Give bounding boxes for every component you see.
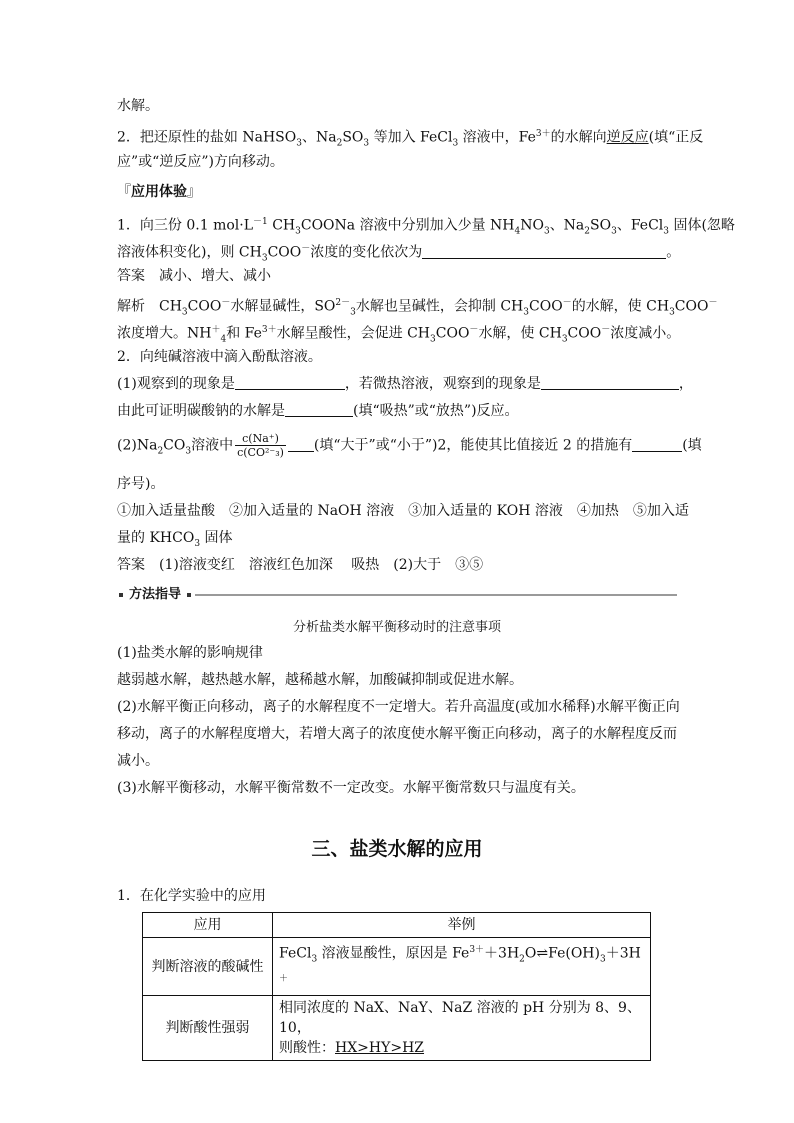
method-line: (3)水解平衡移动，水解平衡常数不一定改变。水解平衡常数只与温度有关。 (117, 780, 585, 796)
table-header-row (143, 913, 651, 938)
application-table (142, 912, 651, 1061)
q1-analysis-line-2: 浓度增大。$NH^+_4$和 $Fe^{3+}$水解呈酸性，会促进 $CH_3COO^-$水解，使 $CH_3COO^-$浓度减小。 (117, 325, 681, 345)
q1-line-2: 溶液体积变化)，则 $CH_3COO^-$浓度的变化依次为 。 (117, 244, 681, 264)
concentration-ratio-fraction: $\frac{c(Na^+)}{\text{c(CO²⁻₃)}}$ (237, 432, 284, 459)
answer-underlined: 逆反应 (606, 129, 649, 146)
section3-item-1: 1．在化学实验中的应用 (117, 888, 266, 904)
text-line: 水解。 (117, 98, 159, 114)
q2-answer: 答案 (1)溶液变红 溶液红色加深 吸热 (2)大于 ③⑤ (117, 557, 484, 573)
q2-part2-line-1: $(2)Na_2CO_3$溶液中 $\frac{c(Na^+)}{\text{c(CO²⁻₃)}}$ (填“大于”或“小于”)2，能使其比值接近 2 的措施有 (填 (117, 432, 702, 459)
table-cell-example: FeCl$_3$ 溶液显酸性，原因是 $Fe^{3+}+3H_2O\rightleftharpoons Fe(OH)_3+3H^+$ (273, 938, 651, 996)
answer-blank[interactable] (422, 244, 666, 259)
q1-line-1: 1．向三份 0.1 $mol\cdot L^{-1}$ $CH_3COONa$ 溶液中分别加入少量 $NH_4NO_3$、$Na_2SO_3$、FeCl$_3$ 固体(忽略 (117, 217, 735, 237)
q2-options-line-2: 量的 $KHCO_3$ 固体 (117, 530, 233, 549)
method-line: (2)水解平衡正向移动，离子的水解程度不一定增大。若升高温度(或加水稀释)水解平衡正向 (117, 699, 680, 715)
q2-options-line-1: ①加入适量盐酸 ②加入适量的 NaOH 溶液 ③加入适量的 KOH 溶液 ④加热 ⑤加入适 (117, 503, 689, 519)
table-header-cell: 举例 (273, 913, 651, 938)
answer-blank[interactable] (541, 375, 679, 390)
method-line: 移动，离子的水解程度增大，若增大离子的浓度使水解平衡正向移动，离子的水解程度反而 (117, 726, 677, 742)
table-row (143, 938, 651, 996)
table-cell-application: 判断酸性强弱 (143, 996, 273, 1061)
answer-blank[interactable] (235, 375, 345, 390)
q2-part1-line-1: (1)观察到的现象是 ，若微热溶液，观察到的现象是 ， (117, 376, 693, 392)
section-label-application: 『应用体验』 (117, 184, 201, 200)
q1-answer: 答案 减小、增大、减小 (117, 268, 271, 284)
item-2-line-1: 2．把还原性的盐如 NaHSO$_3$、$Na_2SO_3$ 等加入 FeCl$_3$ 溶液中，$Fe^{3+}$的水解向逆反应(填“正反 (117, 129, 704, 149)
method-guide-title: 方法指导 (129, 587, 182, 602)
bullet-dot-icon (119, 593, 123, 597)
table-header-cell: 应用 (143, 913, 273, 938)
q2-part2-line-2: 序号)。 (117, 476, 165, 492)
section-heading: 三、盐类水解的应用 (311, 838, 483, 860)
table-row (143, 996, 651, 1061)
method-guide-bar (117, 586, 677, 604)
table-cell-example: 相同浓度的 NaX、NaY、NaZ 溶液的 pH 分别为 8、9、10， 则酸性：HX>HY>HZ (273, 996, 651, 1061)
method-line: (1)盐类水解的影响规律 (117, 645, 263, 661)
divider (195, 594, 677, 596)
answer-blank[interactable] (285, 402, 353, 417)
answer-underlined: HX>HY>HZ (335, 1040, 425, 1057)
q1-analysis-line-1: 解析 $CH_3COO^-$水解显碱性，$SO^{2-}_3$水解也呈碱性，会抑制 $CH_3COO^-$的水解，使 $CH_3COO^-$ (117, 298, 718, 318)
item-2-line-2: 应”或“逆反应”)方向移动。 (117, 154, 284, 170)
answer-blank[interactable] (288, 437, 314, 452)
table-cell-application: 判断溶液的酸碱性 (143, 938, 273, 996)
bullet-dot-icon (187, 593, 191, 597)
answer-blank[interactable] (632, 437, 682, 452)
method-line: 越弱越水解，越热越水解，越稀越水解，加酸碱抑制或促进水解。 (117, 672, 523, 688)
q2-intro: 2．向纯碱溶液中滴入酚酞溶液。 (117, 349, 322, 365)
method-subtitle: 分析盐类水解平衡移动时的注意事项 (292, 620, 501, 635)
q2-part1-line-2: 由此可证明碳酸钠的水解是 (填“吸热”或“放热”)反应。 (117, 403, 519, 419)
method-line: 减小。 (117, 753, 159, 769)
